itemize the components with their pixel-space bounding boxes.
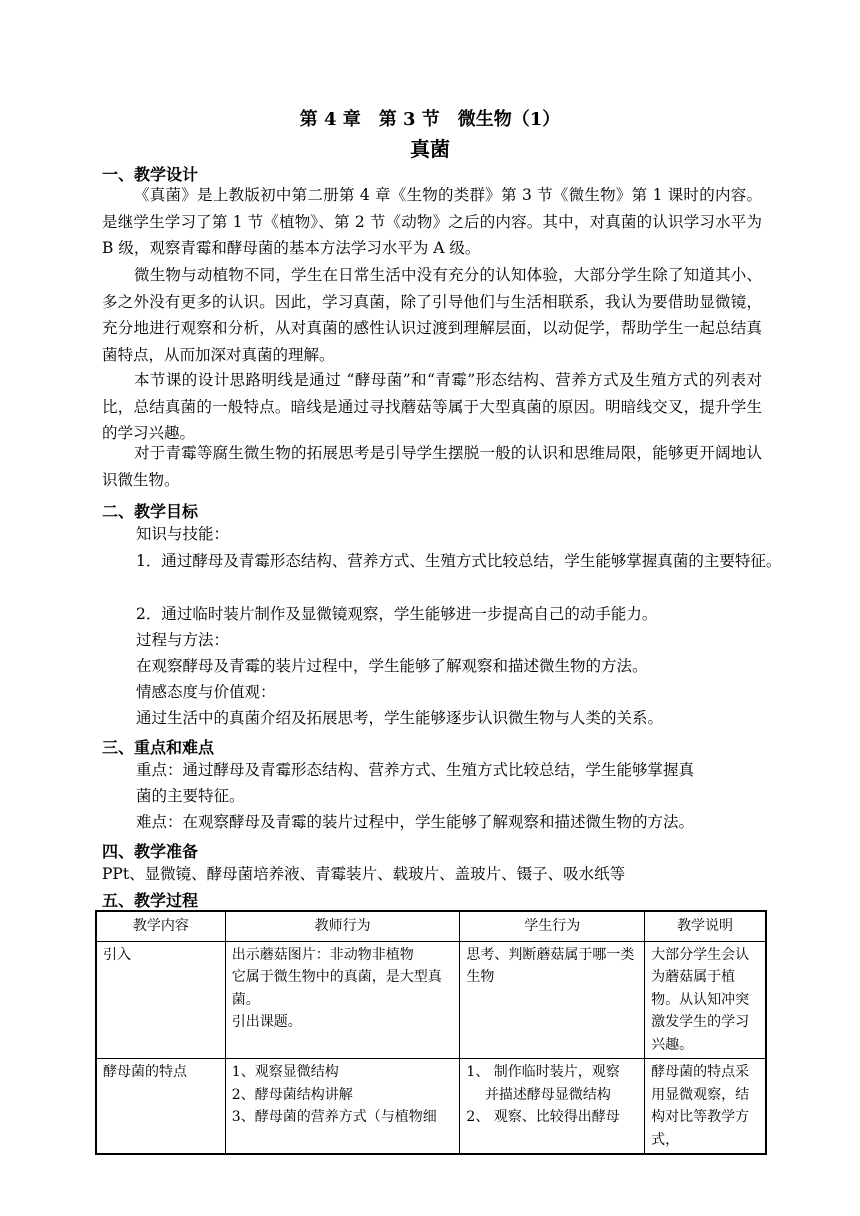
process-label: 过程与方法： [136, 631, 230, 649]
section-heading-goals: 二、教学目标 [102, 502, 199, 521]
teacher-line: 3、酵母菌的营养方式（与植物细 [231, 1109, 437, 1125]
design-paragraph-3: 本节课的设计思路明线是通过 “酵母菌”和“青霉”形态结构、营养方式及生殖方式的列表对比，总结真菌的一般特点。暗线是通过寻找蘑菇等属于大型真菌的原因。明暗线交叉，提升学生的学习兴趣。 [102, 371, 762, 442]
row-teacher-cell [225, 1059, 460, 1155]
attitude-text: 通过生活中的真菌介绍及拓展思考，学生能够逐步认识微生物与人类的关系。 [136, 709, 664, 727]
teacher-line: 它属于微生物中的真菌，是大型真菌。 [231, 969, 442, 1008]
row-teacher-cell [225, 941, 460, 1059]
column-header-student: 学生行为 [460, 911, 645, 941]
design-paragraph-1: 《真菌》是上教版初中第二册第 4 章《生物的类群》第 3 节《微生物》第 1 课时的内容。是继学生学习了第 1 节《植物》、第 2 节《动物》之后的内容。其中，对真菌的认识学习水平为 B 级，观察青霉和酵母菌的基本方法学习水平为 A 级。 [102, 186, 762, 257]
student-line: 思考、判断蘑菇属于哪一类生物 [466, 946, 635, 985]
student-line: 1、 制作临时装片，观察 [466, 1064, 620, 1080]
row-content-cell: 引入 [96, 941, 225, 1059]
teacher-line: 2、酵母菌结构讲解 [231, 1086, 353, 1103]
design-paragraph-4: 对于青霉等腐生微生物的拓展思考是引导学生摆脱一般的认识和思维局限，能够更开阔地认识微生物。 [102, 444, 762, 489]
design-paragraph-2: 微生物与动植物不同，学生在日常生活中没有充分的认知体验，大部分学生除了知道其小、多之外没有更多的认识。因此，学习真菌，除了引导他们与生活相联系，我认为要借助显微镜，充分地进行观察和分析，从对真菌的感性认识过渡到理解层面，以动促学，帮助学生一起总结真菌特点，从而加深对真菌的理解。 [102, 266, 762, 364]
row-student-cell [460, 941, 645, 1059]
preparation-text: PPt、显微镜、酵母菌培养液、青霉装片、载玻片、盖玻片、镊子、吸水纸等 [102, 865, 626, 883]
column-header-content: 教学内容 [96, 911, 225, 941]
teacher-line: 1、观察显微结构 [231, 1064, 339, 1080]
student-line: 并描述酵母显微结构 [466, 1086, 611, 1103]
difficulty-point: 难点：在观察酵母及青霉的装片过程中，学生能够了解观察和描述微生物的方法。 [136, 813, 695, 831]
attitude-label: 情感态度与价值观： [136, 683, 276, 701]
key-point-line-2: 菌的主要特征。 [136, 787, 245, 805]
row-content-cell: 酵母菌的特点 [96, 1059, 225, 1155]
chapter-title: 第 4 章 第 3 节 微生物（1） [299, 109, 561, 130]
teacher-line: 出示蘑菇图片：非动物非植物 [231, 946, 414, 963]
section-heading-key-points: 三、重点和难点 [102, 738, 215, 757]
knowledge-item-1: 1．通过酵母及青霉形态结构、营养方式、生殖方式比较总结，学生能够掌握真菌的主要特征。 [136, 552, 782, 570]
section-heading-process: 五、教学过程 [102, 891, 199, 910]
student-line: 2、 观察、比较得出酵母 [466, 1109, 620, 1125]
section-heading-design: 一、教学设计 [102, 165, 199, 184]
column-header-teacher: 教师行为 [225, 911, 460, 941]
table-row [96, 941, 766, 1059]
row-note-cell [645, 1059, 766, 1155]
knowledge-item-2: 2．通过临时装片制作及显微镜观察，学生能够进一步提高自己的动手能力。 [136, 605, 658, 623]
knowledge-label: 知识与技能： [136, 525, 230, 543]
note-line: 大部分学生会认为蘑菇属于植物。从认知冲突激发学生的学习兴趣。 [651, 946, 750, 1053]
section-heading-preparation: 四、教学准备 [102, 842, 199, 861]
process-text: 在观察酵母及青霉的装片过程中，学生能够了解观察和描述微生物的方法。 [136, 657, 648, 675]
row-note-cell [645, 941, 766, 1059]
table-row [96, 1059, 766, 1155]
table-header-row [96, 911, 766, 941]
key-point-line-1: 重点：通过酵母及青霉形态结构、营养方式、生殖方式比较总结，学生能够掌握真 [136, 761, 695, 779]
row-student-cell [460, 1059, 645, 1155]
teaching-process-table [95, 910, 767, 1155]
lesson-title: 真菌 [410, 137, 450, 161]
teacher-line: 引出课题。 [231, 1014, 302, 1030]
column-header-note: 教学说明 [645, 911, 766, 941]
note-line: 酵母菌的特点采用显微观察，结构对比等教学方式， [651, 1064, 750, 1148]
